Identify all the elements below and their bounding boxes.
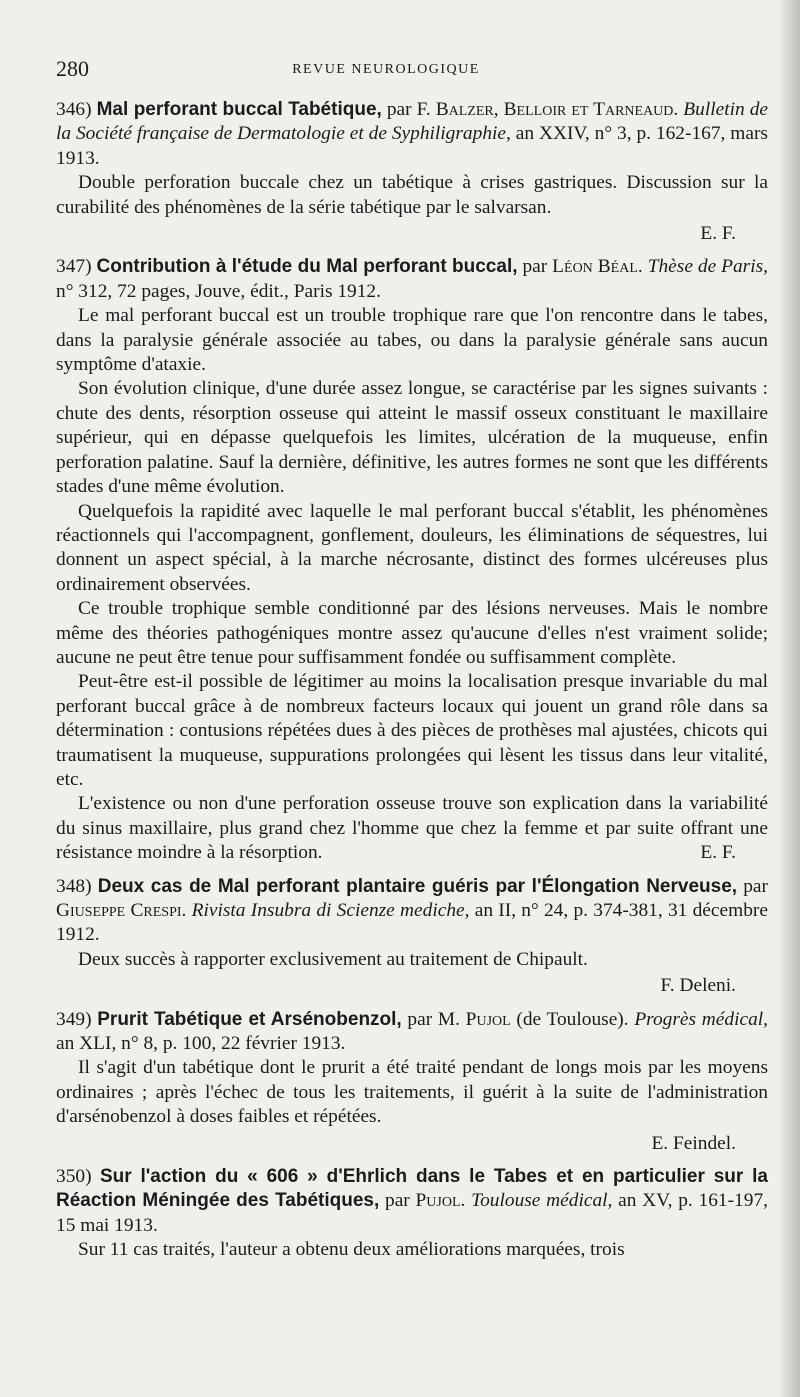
running-head: REVUE NEUROLOGIQUE [292,62,480,77]
entry-paragraph: Peut-être est-il possible de légitimer au moins la localisation presque invariable du mal perforant buccal grâce à de nombreux facteurs locaux qui jouent un grand rôle dans sa détermination : contusions répétées dues à des pièces de prothèses mal ajustées, chicots qui traumatisent la muqueuse, suppurations prolongées qui lèsent les tissus dans leur vitalité, etc. [56,671,768,790]
entry-citation: an II, n° 24, p. 374-381, 31 décembre 1912. [56,900,768,946]
abstract-entry-350 [56,1165,768,1263]
abstract-entry-346 [56,98,768,246]
entry-signature: E. F. [700,842,736,864]
entry-number: 347) [56,256,92,278]
entry-citation: n° 312, 72 pages, Jouve, édit., Paris 1912. [56,280,381,302]
entry-authors: Balzer, Belloir et Tarneaud. [435,99,679,120]
article-body [56,98,768,1272]
abstract-entry-349 [56,1008,768,1156]
entry-citation: an XV, p. 161-197, 15 mai 1913. [56,1190,768,1236]
entry-by: par M. [407,1008,460,1030]
entry-reference [56,255,768,304]
entry-citation: an XLI, n° 8, p. 100, 22 février 1913. [56,1033,346,1055]
entry-by: par [522,256,548,278]
entry-journal: Toulouse médical, [471,1190,613,1212]
entry-by: par [743,875,768,897]
page-edge-shadow [778,0,800,1397]
entry-title: Deux cas de Mal perforant plantaire guéris par l'Élongation Nerveuse, [97,875,738,897]
entry-authors: Léon Béal. [552,256,643,278]
entry-author-affiliation: (de Toulouse). [516,1008,629,1030]
entry-authors: Pujol. [415,1190,466,1212]
entry-reference [56,875,768,948]
entry-paragraph: Deux succès à rapporter exclusivement au traitement de Chipault. [78,948,588,970]
entry-by: par [385,1190,410,1212]
entry-number: 349) [56,1008,92,1030]
entry-paragraph [56,792,768,865]
entry-paragraph: Le mal perforant buccal est un trouble trophique rare que l'on rencontre dans le tabes, dans la paralysie générale associée au tabes, ou dans la paralysie générale sans aucun symptôme d'ataxie. [56,305,768,376]
entry-reference [56,1165,768,1238]
entry-authors: Pujol [465,1008,511,1030]
entry-signature: E. Feindel. [651,1132,736,1154]
entry-citation: an XXIV, n° 3, p. 162-167, mars 1913. [56,123,768,169]
entry-reference [56,98,768,171]
entry-journal: Thèse de Paris, [647,256,768,278]
entry-signature: F. Deleni. [660,975,736,997]
abstract-entry-347 [56,255,768,865]
entry-paragraph: Double perforation buccale chez un tabétique à crises gastriques. Discussion sur la curabilité des phénomènes de la série tabétique par le salvarsan. [56,172,768,218]
entry-journal: Bulletin de la Société française de Dermatologie et de Syphiligraphie, [56,99,768,145]
abstract-entry-348 [56,875,768,999]
entry-paragraph: Ce trouble trophique semble conditionné par des lésions nerveuses. Mais le nombre même des théories pathogéniques montre assez qu'aucune d'elles n'est vraiment solide; aucune ne peut être tenue pour suffisamment fondée ou suffisamment complète. [56,598,768,668]
entry-number: 350) [56,1166,92,1188]
entry-journal: Progrès médical, [634,1008,768,1030]
entry-number: 346) [56,99,92,120]
entry-paragraph: Quelquefois la rapidité avec laquelle le mal perforant buccal s'établit, les phénomènes réactionnels qui l'accompagnent, gonflement, douleurs, les éliminations de séquestres, lui donnent un aspect spécial, à la marche nécrosante, distinct des formes ulcéreuses plus ordinairement observées. [56,500,768,595]
entry-title: Contribution à l'étude du Mal perforant buccal, [96,256,518,278]
entry-title: Sur l'action du « 606 » d'Ehrlich dans le Tabes et en particulier sur la Réaction Méningée des Tabétiques, [56,1166,768,1212]
entry-paragraph: Il s'agit d'un tabétique dont le prurit a été traité pendant de longs mois par les moyens ordinaires ; après l'échec de tous les traitements, il guérit à la suite de l'administration d'arsénobenzol à doses faibles et répétées. [56,1057,768,1128]
entry-title: Prurit Tabétique et Arsénobenzol, [97,1008,402,1030]
entry-by: par F. [386,99,431,120]
page-number: 280 [56,56,89,81]
entry-signature: E. F. [700,223,736,245]
entry-paragraph: Son évolution clinique, d'une durée assez longue, se caractérise par les signes suivants : chute des dents, résorption osseuse qui atteint le massif osseux constituant le maxillaire supérieur, qui en dépasse quelquefois les limites, ulcération de la muqueuse, enfin perforation palatine. Sauf la dernière, définitive, les autres formes ne sont que les différents stades d'une même évolution. [56,378,768,498]
page-header [56,56,716,86]
entry-title: Mal perforant buccal Tabétique, [96,99,382,120]
entry-authors: Giuseppe Crespi. [56,900,187,921]
entry-paragraph-text: L'existence ou non d'une perforation osseuse trouve son explication dans la variabilité du sinus maxillaire, plus grand chez l'homme que chez la femme et par suite offrant une résistance moindre à la résorption. [56,793,768,864]
entry-number: 348) [56,875,92,897]
entry-reference [56,1008,768,1057]
entry-journal: Rivista Insubra di Scienze mediche, [191,900,470,921]
entry-paragraph: Sur 11 cas traités, l'auteur a obtenu deux améliorations marquées, trois [78,1239,625,1261]
